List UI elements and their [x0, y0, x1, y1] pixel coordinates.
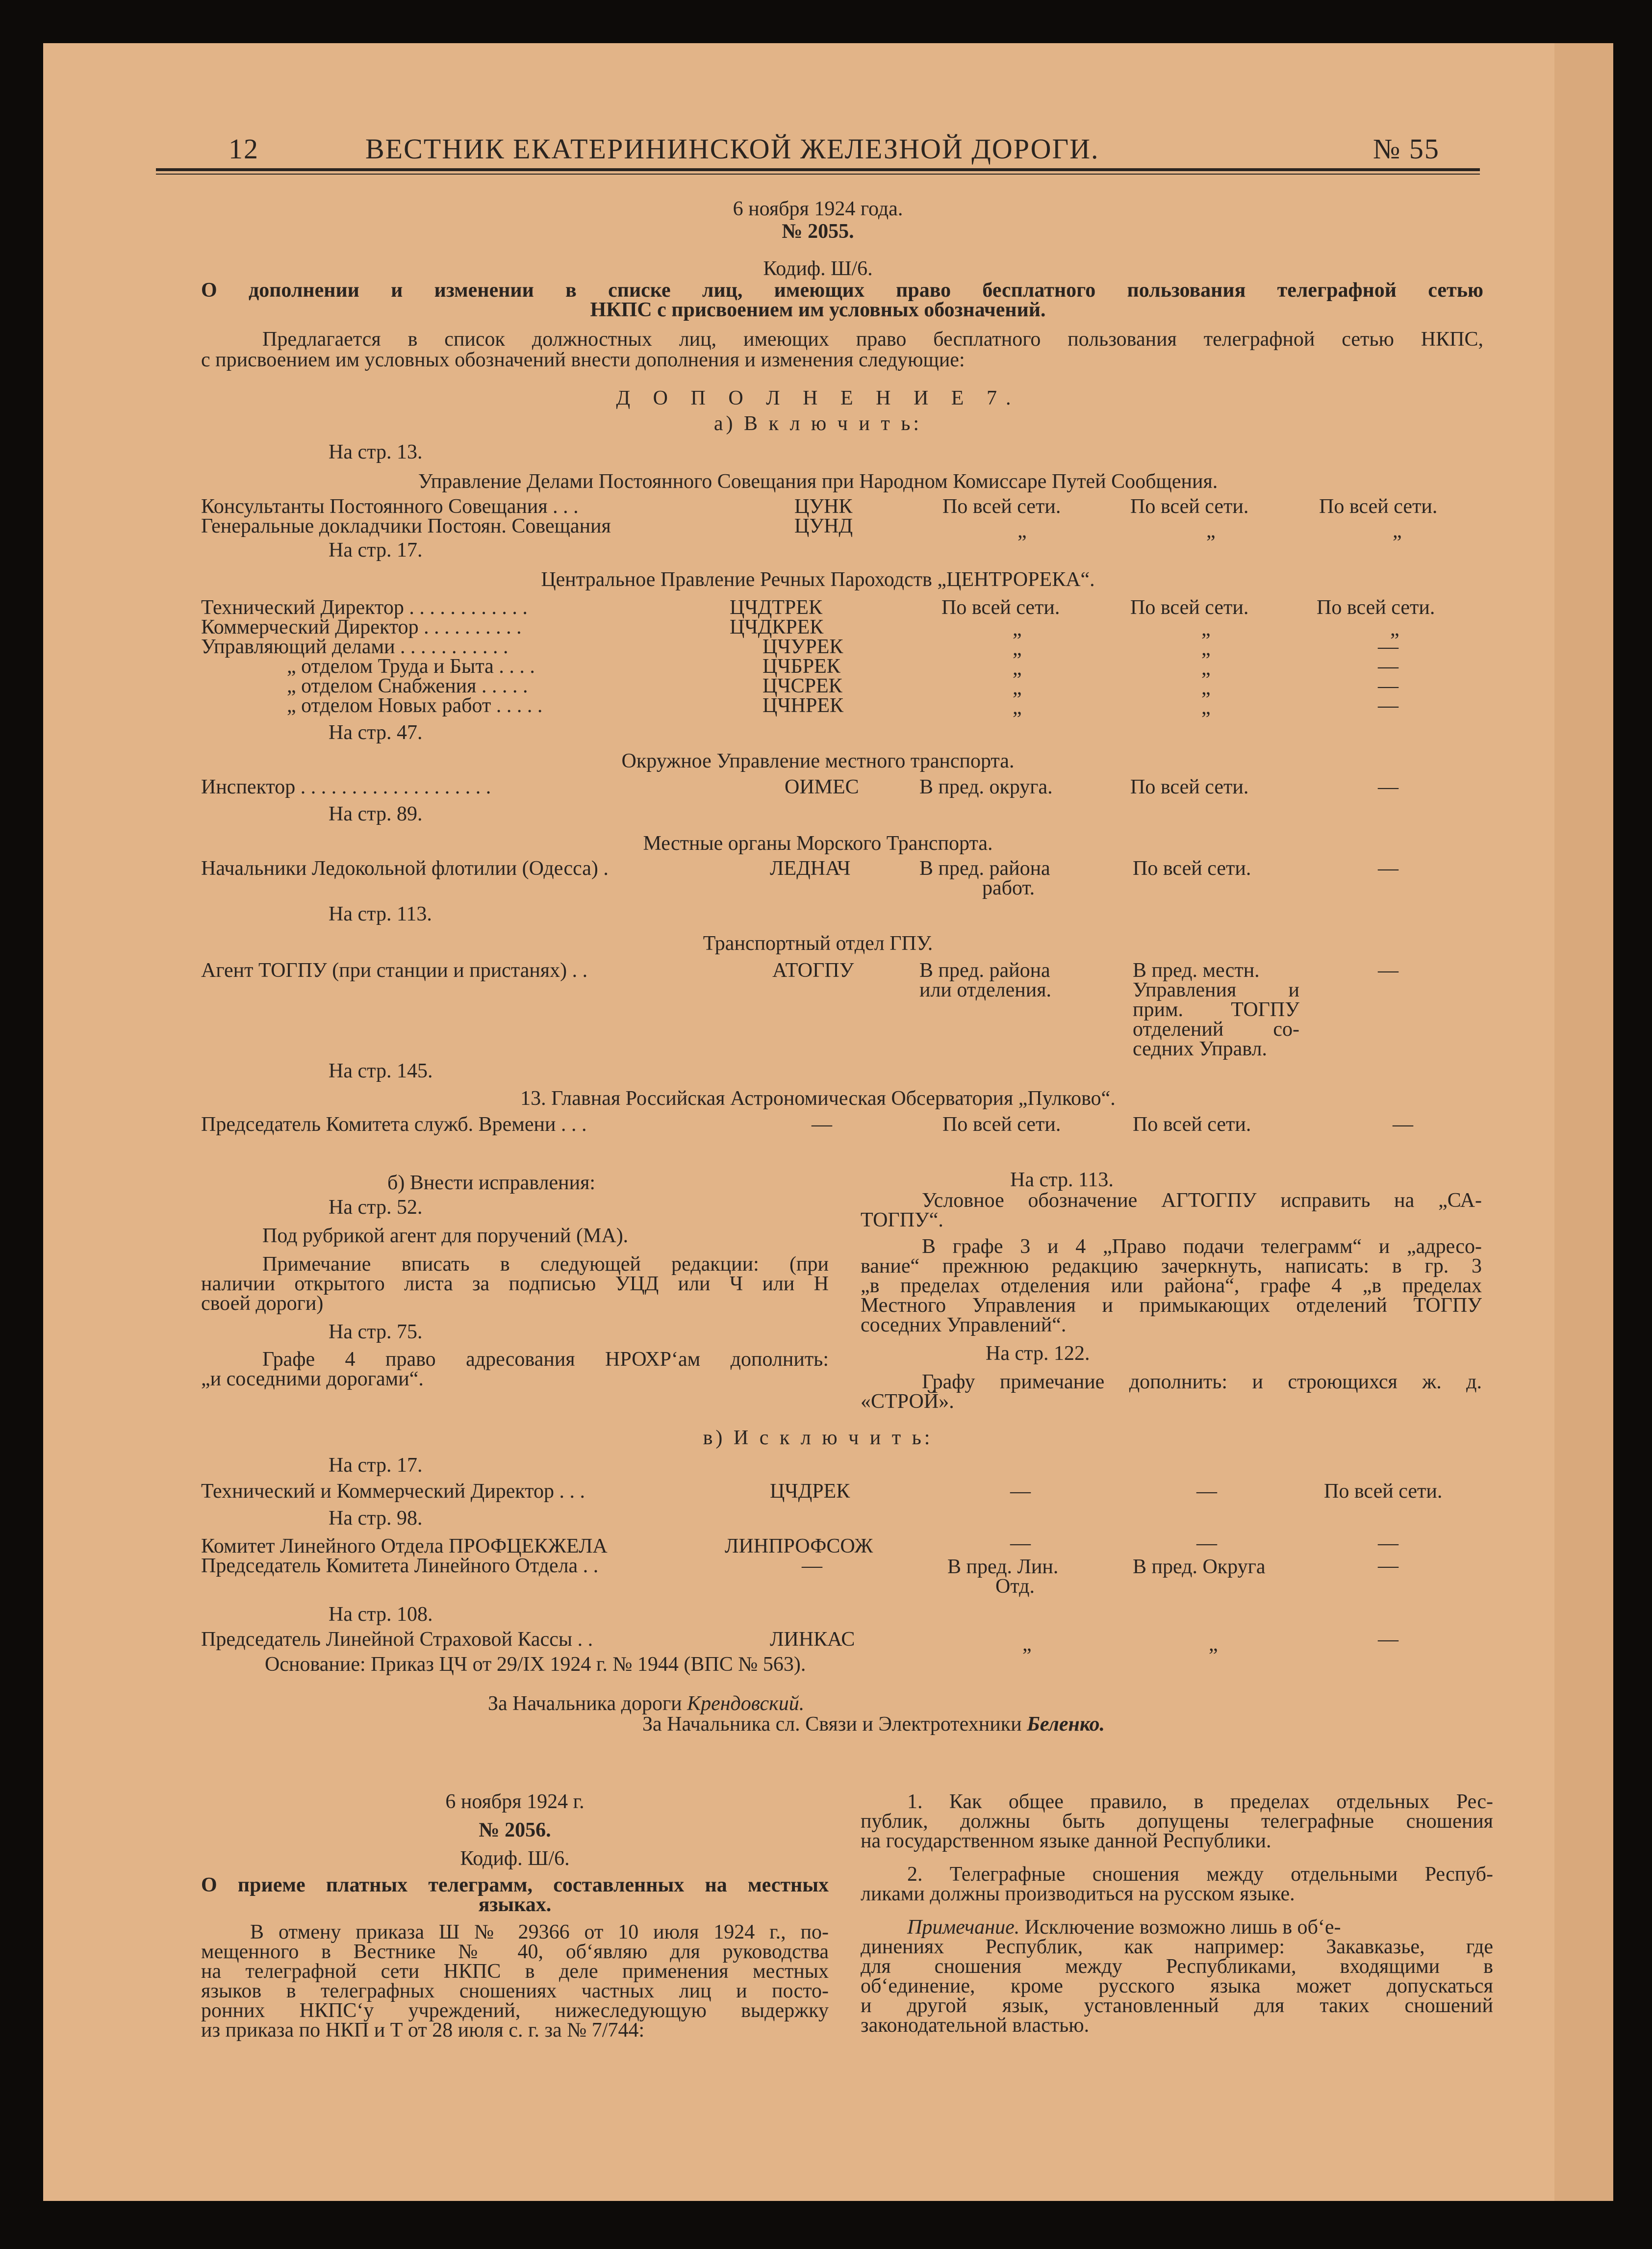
row-c4: В пред. Округа [1133, 1556, 1266, 1578]
header-rule [156, 168, 1480, 171]
signature-comms: За Начальника сл. Связи и Электротехники Беленко. [642, 1713, 1105, 1736]
row-c5: — [1378, 694, 1398, 717]
row-c5: — [1378, 655, 1398, 678]
row-c3: В пред. округа. [919, 776, 1053, 798]
org-heading: Управление Делами Постоянного Совещания при Народном Комиссаре Путей Сообщения. [418, 470, 1218, 493]
rule1-line: на государственном языке данной Республики. [861, 1830, 1271, 1852]
row-c3: В пред. района [919, 857, 1050, 880]
page-ref: На стр. 17. [329, 1454, 423, 1477]
graph34-line: В графе 3 и 4 „Право подачи телеграмм“ и „адресо- [922, 1235, 1482, 1258]
row-c4: По всей сети. [1130, 596, 1249, 619]
graph-note-line: «СТРОЙ». [861, 1390, 954, 1413]
row-code: ЦЧСРЕК [762, 675, 842, 697]
graph-note-line: Графу примечание дополнить: и строющихся ж. д. [922, 1371, 1482, 1393]
row-c5: — [1378, 776, 1398, 798]
order2-body: мещенного в Вестнике № 40, об‘являю для руководства [201, 1941, 829, 1963]
row-name: Управляющий делами . . . . . . . . . . . [201, 636, 508, 658]
page-ref: На стр. 113. [329, 903, 432, 925]
intro-line1: Предлагается в список должностных лиц, имеющих право бесплатного пользования телеграфной сетью НКПС, [262, 328, 1483, 351]
row-c5: „ [1393, 520, 1402, 542]
org-heading: Окружное Управление местного транспорта. [621, 750, 1015, 772]
supplement-heading: Д О П О Л Н Е Н И Е 7. [616, 387, 1020, 409]
row-c3: — [1010, 1480, 1031, 1503]
section-v: в) И с к л ю ч и т ь: [703, 1427, 933, 1449]
page-ref: На стр. 145. [329, 1060, 433, 1082]
row-c4: прим. ТОГПУ [1133, 998, 1299, 1021]
page-ref: На стр. 75. [329, 1321, 423, 1343]
row-name: Технический и Коммерческий Директор . . . [201, 1480, 585, 1503]
row-name: Председатель Комитета Линейного Отдела . . [201, 1555, 599, 1577]
order2-title: О приеме платных телеграмм, составленных на местных [201, 1874, 829, 1896]
row-c4: „ [1209, 1633, 1218, 1656]
row-c5: — [1378, 1628, 1398, 1651]
note-line: наличии открытого листа за подписью УЦД или Ч или Н [201, 1273, 829, 1295]
page-ref: На стр. 108. [329, 1603, 433, 1626]
graph4-line: Графе 4 право адресования НРОХР‘ам дополнить: [262, 1348, 829, 1371]
row-c3-cont: или отделения. [919, 979, 1052, 1001]
row-name: „ отделом Новых работ . . . . . [287, 694, 543, 717]
newspaper-title: ВЕСТНИК ЕКАТЕРИНИНСКОЙ ЖЕЛЕЗНОЙ ДОРОГИ. [365, 133, 1099, 165]
note-line: для сношения между Республиками, входящими в [861, 1955, 1493, 1978]
row-name: „ отделом Снабжения . . . . . [287, 675, 528, 697]
issue-number: № 55 [1373, 133, 1440, 165]
row-c4: „ [1201, 677, 1211, 699]
note-line: динениях Республик, как например: Закавказье, где [861, 1936, 1493, 1958]
rule1-line: 1. Как общее правило, в пределах отдельных Рес- [907, 1790, 1493, 1813]
page-ref: На стр. 113. [1010, 1169, 1114, 1191]
row-c3: „ [1013, 657, 1022, 680]
page-ref: На стр. 17. [329, 539, 423, 562]
row-code: ЦЧБРЕК [762, 655, 840, 678]
org-heading: Центральное Правление Речных Пароходств „ЦЕНТРОРЕКА“. [541, 568, 1095, 591]
row-code: ЦЧНРЕК [762, 694, 843, 717]
cond-line: Условное обозначение АГТОГПУ исправить на „СА- [922, 1189, 1482, 1212]
graph4-line: „и соседними дорогами“. [201, 1368, 424, 1390]
order-date: 6 ноября 1924 года. [733, 198, 903, 220]
row-name: Консультанты Постоянного Совещания . . . [201, 495, 579, 518]
header-rule-thin [156, 174, 1480, 175]
page-ref: На стр. 13. [329, 441, 423, 463]
basis-text: Основание: Приказ ЦЧ от 29/IX 1924 г. № 1944 (ВПС № 563). [265, 1653, 806, 1676]
row-c5: — [1393, 1113, 1413, 1136]
row-c4: Управления и [1133, 979, 1299, 1001]
row-c4: седних Управл. [1133, 1038, 1267, 1060]
note-line: законодательной властью. [861, 2014, 1090, 2037]
row-name: Начальники Ледокольной флотилии (Одесса) . [201, 857, 609, 880]
page-ref: На стр. 47. [329, 721, 423, 744]
row-code: АТОГПУ [772, 959, 854, 982]
section-a: а) В к л ю ч и т ь: [713, 412, 922, 435]
row-c5: По всей сети. [1317, 596, 1435, 619]
rule1-line: публик, должны быть допущены телеграфные сношения [861, 1810, 1493, 1833]
graph34-line: „в пределах отделения или района“, графе 4 „в пределах [861, 1275, 1482, 1297]
order2-body: языков в телеграфных сношениях частных лиц и посто- [201, 1980, 829, 2002]
page-ref: На стр. 89. [329, 803, 423, 825]
row-c3: В пред. района [919, 959, 1050, 982]
row-c3: — [1010, 1532, 1031, 1555]
order-title-line1: О дополнении и изменении в списке лиц, имеющих право бесплатного пользования телеграфной сетью [201, 279, 1483, 302]
cond-line: ТОГПУ“. [861, 1209, 943, 1231]
row-c5: — [1378, 1555, 1398, 1577]
order-title-line2: НКПС с присвоением им условных обозначений. [590, 299, 1046, 321]
row-c4: По всей сети. [1133, 857, 1251, 880]
row-c5: По всей сети. [1319, 495, 1438, 518]
row-c5: — [1378, 857, 1398, 880]
row-name: Инспектор . . . . . . . . . . . . . . . . . . . [201, 776, 491, 798]
row-code: ЦЧУРЕК [762, 636, 843, 658]
rule2-line: 2. Телеграфные сношения между отдельными Респуб- [907, 1863, 1493, 1886]
order2-codif: Кодиф. Ш/6. [460, 1847, 570, 1870]
row-c3: По всей сети. [942, 495, 1061, 518]
note-line: Примечание вписать в следующей редакции: (при [262, 1253, 829, 1276]
order2-number: № 2056. [479, 1819, 551, 1841]
org-heading: Местные органы Морского Транспорта. [643, 832, 993, 855]
order2-title: языках. [478, 1893, 552, 1916]
graph34-line: Местного Управления и примыкающих отделений ТОГПУ [861, 1294, 1482, 1317]
row-c3: „ [1013, 618, 1022, 640]
row-code: ЦУНК [794, 495, 853, 518]
org-heading: Транспортный отдел ГПУ. [703, 932, 933, 955]
note-line: и другой язык, установленный для таких сношений [861, 1994, 1493, 2017]
row-code: — [802, 1555, 822, 1577]
row-c5: — [1378, 1532, 1398, 1555]
row-name: Генеральные докладчики Постоян. Совещания [201, 515, 611, 537]
row-c3: По всей сети. [942, 1113, 1061, 1136]
row-code: ЦЧДКРЕК [730, 616, 824, 639]
page-ref: На стр. 122. [986, 1342, 1090, 1365]
note-line: Примечание. Исключение возможно лишь в об‘е- [907, 1916, 1341, 1939]
row-c3: „ [1013, 638, 1022, 660]
row-name: Технический Директор . . . . . . . . . . . . [201, 596, 528, 619]
section-b: б) Внести исправления: [387, 1172, 596, 1194]
row-c5: „ [1390, 618, 1399, 640]
order2-body: на телеграфной сети НКПС в деле применения местных [201, 1960, 829, 1983]
row-c3: „ [1013, 696, 1022, 719]
row-c3: „ [1017, 520, 1027, 542]
order-codif: Кодиф. Ш/6. [763, 257, 873, 280]
row-name: Агент ТОГПУ (при станции и пристанях) . . [201, 959, 588, 982]
row-c4: „ [1201, 657, 1211, 680]
row-c3: „ [1022, 1633, 1032, 1656]
row-c4: „ [1206, 520, 1216, 542]
row-c4: По всей сети. [1130, 776, 1249, 798]
page-ref: На стр. 52. [329, 1196, 423, 1219]
row-code: ЛИНКАС [770, 1628, 855, 1651]
order2-date: 6 ноября 1924 г. [445, 1790, 585, 1813]
row-code: ЛИНПРОФСОЖ [725, 1535, 873, 1558]
row-c4: — [1196, 1480, 1217, 1503]
row-code: ОИМЕС [785, 776, 859, 798]
row-name: Коммерческий Директор . . . . . . . . . . [201, 616, 522, 639]
row-c3: „ [1013, 677, 1022, 699]
order2-body: ронних НКПС‘у учреждений, нижеследующую выдержку [201, 1999, 829, 2022]
row-code: ЦЧДРЕК [770, 1480, 850, 1503]
row-c3: По всей сети. [941, 596, 1060, 619]
row-c3-cont: Отд. [995, 1575, 1035, 1598]
graph34-line: соседних Управлений“. [861, 1314, 1067, 1336]
rule2-line: ликами должны производиться на русском языке. [861, 1883, 1295, 1905]
order2-body: В отмену приказа Ш № 29366 от 10 июля 1924 г., по- [250, 1921, 829, 1943]
row-c5: — [1378, 636, 1398, 658]
row-c4: — [1196, 1532, 1217, 1555]
row-c4: По всей сети. [1133, 1113, 1251, 1136]
org-heading: 13. Главная Российская Астрономическая Обсерватория „Пулково“. [520, 1087, 1116, 1110]
row-c5: — [1378, 959, 1398, 982]
row-code: ЦУНД [794, 515, 853, 537]
row-name: Председатель Линейной Страховой Кассы . . [201, 1628, 593, 1651]
row-c4: „ [1201, 696, 1211, 719]
note-line: своей дороги) [201, 1292, 324, 1315]
row-code: — [812, 1113, 832, 1136]
row-c4: По всей сети. [1130, 495, 1249, 518]
signature-chief: За Начальника дороги Крендовский. [488, 1692, 805, 1715]
row-name: Комитет Линейного Отдела ПРОФЦЕКЖЕЛА [201, 1535, 608, 1558]
order2-body: из приказа по НКП и Т от 28 июля с. г. за № 7/744: [201, 2019, 645, 2042]
page-number: 12 [229, 133, 259, 165]
row-c4: В пред. местн. [1133, 959, 1260, 982]
intro-line2: с присвоением им условных обозначений внести дополнения и изменения следующие: [201, 349, 965, 371]
row-c5: По всей сети. [1324, 1480, 1443, 1503]
graph34-line: вание“ прежнюю редакцию зачеркнуть, написать: в гр. 3 [861, 1255, 1482, 1278]
note-line: об‘единение, кроме русского языка может допускаться [861, 1975, 1493, 1997]
row-c4: „ [1201, 618, 1211, 640]
page-ref: На стр. 98. [329, 1507, 423, 1530]
row-c4: „ [1201, 638, 1211, 660]
row-name: „ отделом Труда и Быта . . . . [287, 655, 535, 678]
row-code: ЦЧДТРЕК [730, 596, 822, 619]
page-edge [1554, 43, 1613, 2201]
row-c4: отделений со- [1133, 1018, 1299, 1041]
row-c5: — [1378, 675, 1398, 697]
row-code: ЛЕДНАЧ [770, 857, 851, 880]
row-c3: В пред. Лин. [947, 1556, 1059, 1578]
rubric-text: Под рубрикой агент для поручений (МА). [262, 1225, 629, 1247]
row-c3-cont: работ. [982, 877, 1035, 899]
order-number: № 2055. [782, 220, 854, 243]
row-name: Председатель Комитета служб. Времени . . . [201, 1113, 587, 1136]
